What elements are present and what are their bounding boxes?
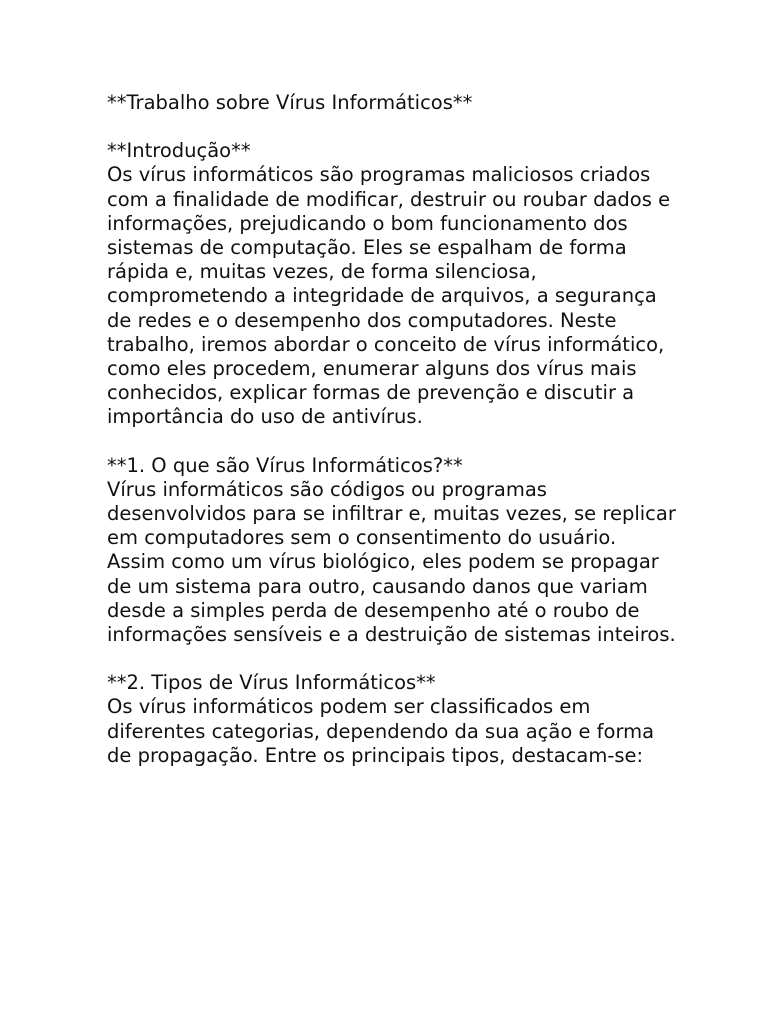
section-what-are-viruses [107, 454, 677, 648]
section-paragraph: Os vírus informáticos são programas maliciosos criados com a finalidade de modificar, destruir ou roubar dados e informações, prejudicando o bom funcionamento dos sistemas de computação. Eles se espalham de forma rápida e, muitas vezes, de forma silenciosa, comprometendo a integridade de arquivos, a segurança de redes e o desempenho dos computadores. Neste trabalho, iremos abordar o conceito de vírus informático, como eles procedem, enumerar alguns dos vírus mais conhecidos, explicar formas de prevenção e discutir a importância do uso de antivírus. [107, 163, 671, 429]
document-title: **Trabalho sobre Vírus Informáticos** [107, 91, 473, 114]
section-heading: **2. Tipos de Vírus Informáticos** [107, 671, 436, 695]
section-heading: **Introdução** [107, 139, 251, 163]
section-paragraph: Os vírus informáticos podem ser classificados em diferentes categorias, dependendo da sua ação e forma de propagação. Entre os principais tipos, destacam-se: [107, 695, 655, 767]
section-heading: **1. O que são Vírus Informáticos?** [107, 453, 463, 477]
section-paragraph: Vírus informáticos são códigos ou programas desenvolvidos para se infiltrar e, muitas vezes, se replicar em computadores sem o consentimento do usuário. Assim como um vírus biológico, eles podem se propagar de um sistema para outro, causando danos que variam desde a simples perda de desempenho até o roubo de informações sensíveis e a destruição de sistemas inteiros. [107, 477, 676, 647]
section-introduction [107, 139, 677, 429]
section-virus-types [107, 671, 677, 768]
document-content [107, 91, 677, 792]
